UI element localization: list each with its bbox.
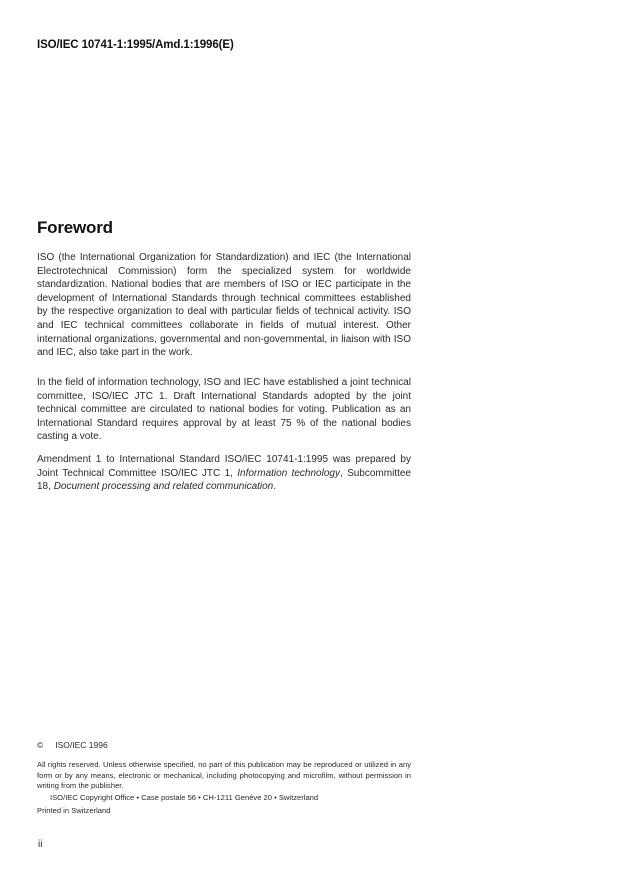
- section-title-foreword: Foreword: [37, 218, 113, 237]
- paragraph-text-part: Amendment 1 to International Standard ISO/IEC 10741-1:1995 was prepared by Joint Technical Committee ISO/IEC JTC 1,: [37, 454, 411, 479]
- paragraph-text-part: .: [273, 481, 277, 493]
- paragraph-text: In the field of information technology, ISO and IEC have established a joint technical committee, ISO/IEC JTC 1. Draft International Standards adopted by the joint technical committee are circulated to national bodies for voting. Publication as an International Standard requires approval by at least 75 % of the national bodies casting a vote.: [37, 377, 411, 443]
- paragraph-text: [37, 453, 411, 494]
- paragraph-text: ISO (the International Organization for Standardization) and IEC (the International Electrotechnical Commission) form the specialized system for worldwide standardization. National bodies that are members of ISO or IEC participate in the development of International Standards through technical committees established by the respective organization to deal with particular fields of technical activity. ISO and IEC technical committees collaborate in fields of mutual interest. Other international organizations, governmental and non-governmental, in liaison with ISO and IEC, also take part in the work.: [37, 252, 411, 359]
- copyright-line: [37, 740, 108, 750]
- printed-in-note: Printed in Switzerland: [37, 806, 111, 815]
- copyright-icon: ©: [37, 740, 44, 750]
- page-number: ii: [38, 839, 43, 850]
- document-id-header: ISO/IEC 10741-1:1995/Amd.1:1996(E): [37, 39, 234, 51]
- foreword-paragraph-3: [37, 453, 411, 494]
- subcommittee-title-italic: Document processing and related communication: [53, 481, 274, 493]
- paragraph-text-part: , Subcommittee 18,: [37, 467, 411, 493]
- foreword-paragraph-2: [37, 376, 411, 444]
- copyright-office-address: ISO/IEC Copyright Office • Case postale 56 • CH-1211 Genève 20 • Switzerland: [50, 793, 319, 802]
- foreword-paragraph-1: [37, 251, 411, 360]
- committee-title-italic: Information technology: [237, 467, 340, 479]
- copyright-text: ISO/IEC 1996: [55, 740, 108, 750]
- legal-notice: All rights reserved. Unless otherwise specified, no part of this publication may be reproduced or utilized in any form or by any means, electronic or mechanical, including photocopying and microfilm, without permission in writing from the publisher.: [37, 760, 411, 791]
